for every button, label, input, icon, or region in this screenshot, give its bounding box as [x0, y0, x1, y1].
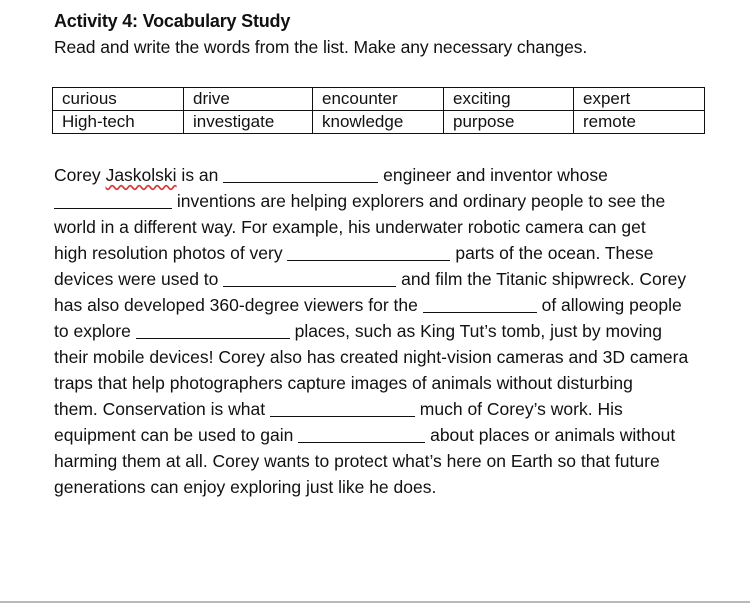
answer-blank[interactable] [287, 242, 450, 261]
word-bank-cell: knowledge [313, 111, 444, 134]
passage-text: engineer and inventor whose [378, 165, 608, 185]
passage-line [54, 162, 714, 188]
word-bank-row [53, 111, 705, 134]
word-bank-cell: purpose [444, 111, 574, 134]
passage-line [54, 292, 714, 318]
passage-line [54, 266, 714, 292]
passage-text: of allowing people [536, 295, 682, 315]
answer-blank[interactable] [270, 398, 415, 417]
word-bank-cell: High-tech [53, 111, 184, 134]
passage-text: much of Corey’s work. His [414, 399, 623, 419]
passage-line: their mobile devices! Corey also has created night-vision cameras and 3D camera [54, 347, 689, 367]
word-bank-row [53, 88, 705, 111]
passage-text: to explore [54, 321, 136, 341]
passage-line [54, 422, 714, 448]
passage-text: places, such as King Tut’s tomb, just by moving [289, 321, 662, 341]
passage-text: about places or animals without [425, 425, 676, 445]
answer-blank[interactable] [423, 294, 537, 313]
answer-blank[interactable] [136, 320, 290, 339]
passage-text: has also developed 360-degree viewers for the [54, 295, 423, 315]
activity-title: Activity 4: Vocabulary Study [54, 11, 291, 31]
passage-text: inventions are helping explorers and ordinary people to see the [172, 191, 666, 211]
passage-text: parts of the ocean. These [450, 243, 654, 263]
instructions-text: Read and write the words from the list. Make any necessary changes. [54, 37, 588, 57]
word-bank-cell: encounter [313, 88, 444, 111]
passage-text: Corey [54, 165, 101, 185]
passage-text: and film the Titanic shipwreck. Corey [396, 269, 687, 289]
word-bank-cell: curious [53, 88, 184, 111]
passage-text: is an [176, 165, 224, 185]
passage-line [54, 188, 714, 214]
answer-blank[interactable] [298, 424, 425, 443]
passage-line: traps that help photographers capture images of animals without disturbing [54, 373, 633, 393]
passage-line [54, 240, 714, 266]
word-bank-cell: exciting [444, 88, 574, 111]
answer-blank[interactable] [223, 268, 396, 287]
word-bank-cell: remote [574, 111, 705, 134]
word-bank-cell: expert [574, 88, 705, 111]
passage-text: equipment can be used to gain [54, 425, 299, 445]
passage-line [54, 396, 714, 422]
passage-line: generations can enjoy exploring just like he does. [54, 477, 437, 497]
passage-text: high resolution photos of very [54, 243, 288, 263]
word-bank-table [52, 87, 705, 134]
passage-text: them. Conservation is what [54, 399, 270, 419]
word-bank-cell: drive [184, 88, 313, 111]
passage-text: devices were used to [54, 269, 224, 289]
passage-line [54, 318, 714, 344]
passage-line: harming them at all. Corey wants to protect what’s here on Earth so that future [54, 451, 660, 471]
page-bottom-divider [0, 601, 750, 603]
cloze-passage [54, 162, 714, 500]
answer-blank[interactable] [223, 164, 378, 183]
word-bank-cell: investigate [184, 111, 313, 134]
answer-blank[interactable] [54, 190, 172, 209]
passage-line: world in a different way. For example, his underwater robotic camera can get [54, 217, 646, 237]
spellcheck-flagged-word: Jaskolski [105, 165, 177, 185]
